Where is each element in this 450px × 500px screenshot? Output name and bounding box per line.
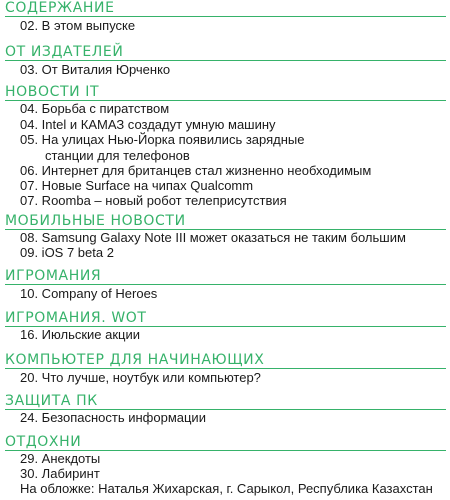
- section-title-pc-protection: ЗАЩИТА ПК: [5, 393, 98, 409]
- section-title-it-news: НОВОСТИ IT: [5, 84, 100, 100]
- section-divider: [5, 284, 446, 285]
- toc-item[interactable]: 06. Интернет для британцев стал жизненно необходимым: [20, 163, 372, 178]
- toc-item[interactable]: 09. iOS 7 beta 2: [20, 245, 114, 260]
- cover-credit: На обложке: Наталья Жихарская, г. Сарыкол, Республика Казахстан: [20, 481, 433, 496]
- section-title-gaming-wot: ИГРОМАНИЯ. WOT: [5, 310, 147, 326]
- toc-item[interactable]: 05. На улицах Нью-Йорка появились зарядные: [20, 132, 305, 147]
- section-divider: [5, 368, 446, 369]
- section-title-contents: СОДЕРЖАНИЕ: [5, 0, 115, 16]
- toc-item[interactable]: 03. От Виталия Юрченко: [20, 62, 171, 77]
- toc-item[interactable]: 29. Анекдоты: [20, 451, 101, 466]
- toc-item[interactable]: 30. Лабиринт: [20, 466, 100, 481]
- toc-item[interactable]: 02. В этом выпуске: [20, 18, 136, 33]
- toc-item[interactable]: 20. Что лучше, ноутбук или компьютер?: [20, 370, 261, 385]
- toc-item[interactable]: 07. Roomba – новый робот телеприсутствия: [20, 193, 287, 208]
- section-title-publishers: ОТ ИЗДАТЕЛЕЙ: [5, 44, 124, 60]
- toc-item[interactable]: 16. Июльские акции: [20, 327, 141, 342]
- toc-item-continuation[interactable]: станции для телефонов: [45, 148, 190, 163]
- toc-item[interactable]: 04. Intel и КАМАЗ создадут умную машину: [20, 117, 276, 132]
- section-title-relax: ОТДОХНИ: [5, 434, 82, 450]
- section-divider: [5, 60, 446, 61]
- toc-item[interactable]: 08. Samsung Galaxy Note III может оказаться не таким большим: [20, 230, 406, 245]
- toc-item[interactable]: 24. Безопасность информации: [20, 410, 206, 425]
- section-title-gaming: ИГРОМАНИЯ: [5, 268, 102, 284]
- section-title-mobile-news: МОБИЛЬНЫЕ НОВОСТИ: [5, 213, 186, 229]
- section-title-computer-beginners: КОМПЬЮТЕР ДЛЯ НАЧИНАЮЩИХ: [5, 352, 265, 368]
- toc-item[interactable]: 04. Борьба с пиратством: [20, 101, 170, 116]
- toc-item[interactable]: 10. Company of Heroes: [20, 286, 158, 301]
- section-divider: [5, 16, 446, 17]
- toc-item[interactable]: 07. Новые Surface на чипах Qualcomm: [20, 178, 254, 193]
